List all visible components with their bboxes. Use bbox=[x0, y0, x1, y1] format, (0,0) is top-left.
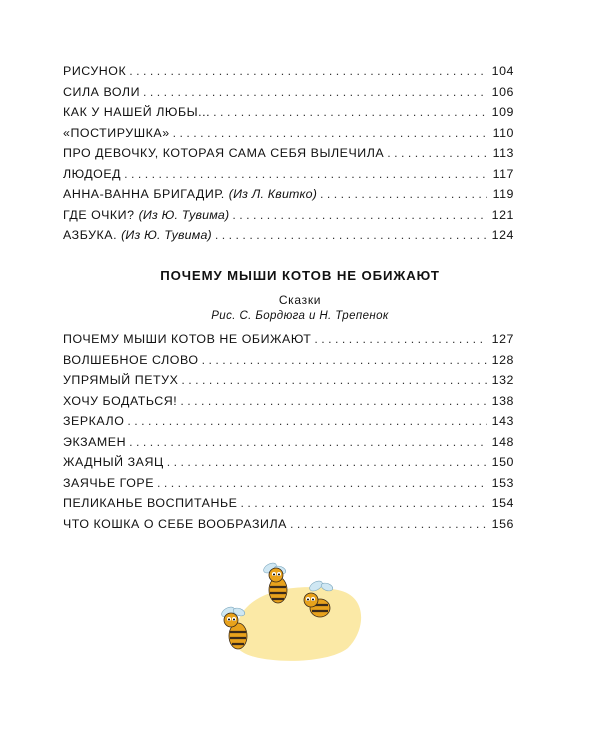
toc-entry-title: ПОЧЕМУ МЫШИ КОТОВ НЕ ОБИЖАЮТ bbox=[63, 332, 312, 346]
toc-entry-title: ЧТО КОШКА О СЕБЕ ВООБРАЗИЛА bbox=[63, 516, 287, 531]
illustrator-credits: Рис. С. Бордюга и Н. Трепенок bbox=[211, 310, 389, 322]
leader-dots bbox=[387, 146, 487, 160]
toc-entry-source: (Из Ю. Тувима) bbox=[121, 228, 212, 242]
toc-entry-title: ЗАЯЧЬЕ ГОРЕ bbox=[63, 475, 155, 490]
leader-dots bbox=[290, 517, 487, 531]
toc-entry-title bbox=[63, 208, 229, 222]
toc-entry-page: 127 bbox=[491, 332, 514, 346]
toc-entry-page: 143 bbox=[491, 414, 514, 428]
leader-dots bbox=[314, 332, 487, 346]
toc-entry-source: (Из Л. Квитко) bbox=[228, 187, 318, 201]
toc-entry-title bbox=[63, 228, 212, 242]
section-title: ПОЧЕМУ МЫШИ КОТОВ НЕ ОБИЖАЮТ bbox=[160, 268, 440, 283]
toc-entry[interactable] bbox=[63, 146, 514, 167]
toc-entry[interactable] bbox=[63, 187, 514, 208]
leader-dots bbox=[157, 476, 487, 490]
leader-dots bbox=[215, 228, 487, 242]
bees-illustration bbox=[208, 560, 368, 670]
toc-entry[interactable] bbox=[63, 414, 514, 435]
toc-entry-source: (Из Ю. Тувима) bbox=[138, 207, 230, 222]
toc-entry-page: 128 bbox=[491, 352, 514, 367]
toc-entry-page: 150 bbox=[491, 455, 514, 469]
toc-entry[interactable] bbox=[63, 496, 514, 517]
leader-dots bbox=[129, 435, 487, 449]
toc-entry-page: 121 bbox=[491, 207, 514, 222]
section-subtitle: Сказки bbox=[278, 293, 322, 307]
leader-dots bbox=[143, 85, 487, 99]
leader-dots bbox=[127, 414, 487, 428]
toc-entry-page: 154 bbox=[491, 496, 514, 510]
toc-entry-page: 109 bbox=[491, 105, 514, 119]
leader-dots bbox=[173, 126, 487, 140]
toc-entry[interactable] bbox=[63, 455, 514, 476]
toc-entry-title: СИЛА ВОЛИ bbox=[63, 84, 141, 99]
toc-entry[interactable] bbox=[63, 353, 514, 374]
toc-entry[interactable] bbox=[63, 435, 514, 456]
toc-entry[interactable] bbox=[63, 228, 514, 249]
leader-dots bbox=[213, 105, 487, 119]
toc-entry[interactable] bbox=[63, 105, 514, 126]
toc-entry[interactable] bbox=[63, 167, 514, 188]
toc-entry-page: 138 bbox=[491, 393, 514, 408]
toc-entry-title: ЖАДНЫЙ ЗАЯЦ bbox=[63, 455, 164, 469]
toc-entry-title bbox=[63, 187, 317, 201]
leader-dots bbox=[202, 353, 487, 367]
leader-dots bbox=[124, 167, 487, 181]
toc-entry-page: 119 bbox=[492, 187, 514, 201]
toc-entry-title: «ПОСТИРУШКА» bbox=[63, 125, 170, 140]
toc-entry-title: ЗЕРКАЛО bbox=[63, 414, 125, 428]
toc-entry-title: ВОЛШЕБНОЕ СЛОВО bbox=[63, 352, 199, 367]
toc-entry-title: ПРО ДЕВОЧКУ, КОТОРАЯ САМА СЕБЯ ВЫЛЕЧИЛА bbox=[63, 146, 385, 160]
toc-entry-title-text: АННА-ВАННА БРИГАДИР. bbox=[63, 187, 225, 201]
toc-entry-page: 113 bbox=[492, 146, 514, 160]
toc-entry-page: 117 bbox=[492, 166, 514, 181]
toc-entry[interactable] bbox=[63, 373, 514, 394]
toc-entry-page: 124 bbox=[491, 228, 514, 242]
toc-entry-page: 156 bbox=[491, 516, 514, 531]
bee-icon bbox=[220, 605, 247, 649]
toc-entry-title: ПЕЛИКАНЬЕ ВОСПИТАНЬЕ bbox=[63, 496, 238, 510]
leader-dots bbox=[232, 208, 487, 222]
toc-entry[interactable] bbox=[63, 85, 514, 106]
toc-entry-title: КАК У НАШЕЙ ЛЮБЫ... bbox=[63, 105, 211, 119]
leader-dots bbox=[320, 187, 487, 201]
toc-entry-page: 153 bbox=[491, 475, 514, 490]
toc-entry[interactable] bbox=[63, 517, 514, 538]
table-of-contents-part-2 bbox=[63, 332, 514, 537]
toc-entry-title: РИСУНОК bbox=[63, 64, 127, 78]
toc-entry[interactable] bbox=[63, 476, 514, 497]
leader-dots bbox=[180, 394, 487, 408]
toc-entry[interactable] bbox=[63, 208, 514, 229]
toc-entry-page: 106 bbox=[491, 84, 514, 99]
toc-entry-title-text: АЗБУКА. bbox=[63, 228, 118, 242]
toc-entry[interactable] bbox=[63, 394, 514, 415]
toc-entry-title: ЭКЗАМЕН bbox=[63, 434, 127, 449]
toc-entry[interactable] bbox=[63, 126, 514, 147]
leader-dots bbox=[181, 373, 487, 387]
toc-entry-page: 148 bbox=[491, 434, 514, 449]
toc-entry-page: 104 bbox=[491, 64, 514, 78]
toc-entry-title: УПРЯМЫЙ ПЕТУХ bbox=[63, 373, 179, 387]
toc-entry-title-text: ГДЕ ОЧКИ? bbox=[63, 207, 135, 222]
leader-dots bbox=[167, 455, 487, 469]
toc-entry[interactable] bbox=[63, 64, 514, 85]
toc-entry-title: ЛЮДОЕД bbox=[63, 166, 122, 181]
toc-entry-page: 132 bbox=[491, 373, 514, 387]
yellow-blob-background bbox=[233, 587, 361, 661]
toc-entry-title: ХОЧУ БОДАТЬСЯ! bbox=[63, 393, 178, 408]
leader-dots bbox=[129, 64, 487, 78]
table-of-contents-part-1 bbox=[63, 64, 514, 249]
toc-entry[interactable] bbox=[63, 332, 514, 353]
toc-entry-page: 110 bbox=[492, 125, 514, 140]
leader-dots bbox=[241, 496, 488, 510]
